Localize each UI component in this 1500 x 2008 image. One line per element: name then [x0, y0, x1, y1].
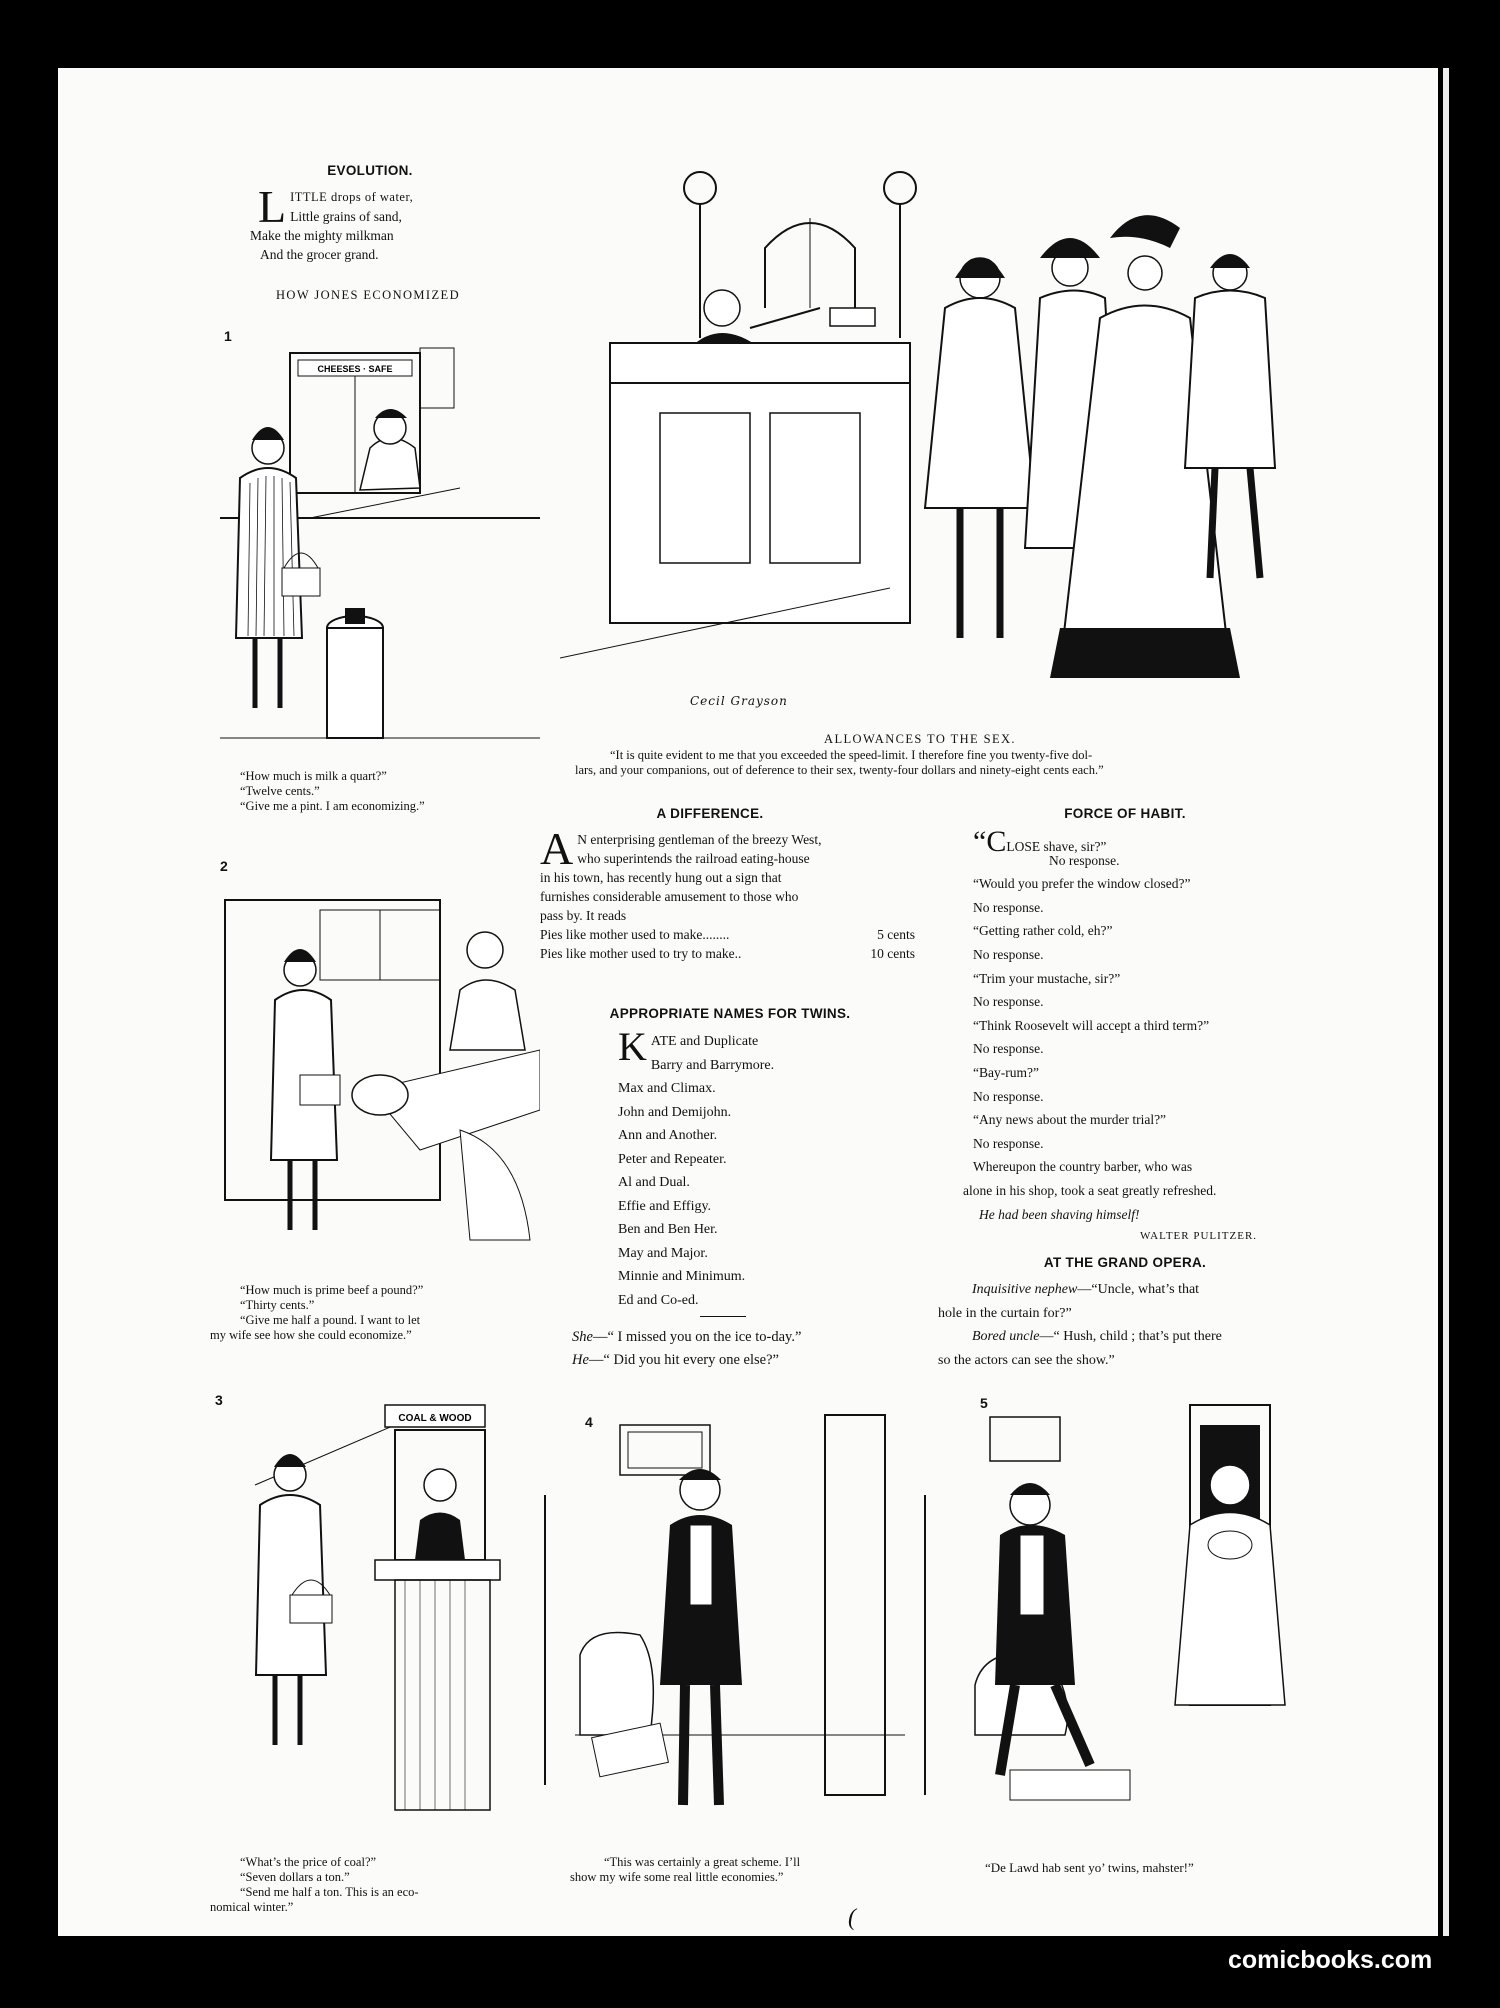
caption-line: “What’s the price of coal?” — [240, 1855, 377, 1869]
speaker-label: He — [572, 1352, 589, 1368]
caption-line: “Thirty cents.” — [240, 1298, 315, 1312]
ice-line — [572, 1326, 912, 1349]
habit-text: LOSE shave, sir?” — [1006, 839, 1107, 854]
panel-divider — [544, 1495, 546, 1785]
courtroom-illustration — [560, 158, 1320, 718]
difference-dropcap: A — [540, 823, 574, 874]
habit-line: No response. — [973, 1135, 1044, 1151]
habit-line: No response. — [973, 1041, 1044, 1057]
panel-2-illustration — [220, 880, 540, 1260]
panel-5-illustration — [960, 1395, 1300, 1840]
habit-line: “Getting rather cold, eh?” — [973, 923, 1113, 939]
body-line: pass by. It reads — [540, 908, 627, 923]
milk-shop-drawing — [220, 318, 540, 758]
caption-line: “How much is prime beef a pound?” — [240, 1283, 424, 1297]
panel-divider — [924, 1495, 926, 1795]
difference-body — [540, 823, 915, 963]
caption-line: “How much is milk a quart?” — [240, 769, 387, 783]
sign-text: Pies like mother used to try to make.. — [540, 946, 742, 961]
habit-line: alone in his shop, took a seat greatly refreshed. — [963, 1182, 1217, 1198]
habit-author: WALTER PULITZER. — [1140, 1230, 1258, 1242]
section-divider — [700, 1316, 746, 1317]
dialogue-text: —“Uncle, what’s that — [1077, 1282, 1200, 1297]
habit-line: No response. — [1049, 852, 1120, 868]
habit-line: No response. — [973, 994, 1044, 1010]
sign-price: 5 cents — [877, 927, 915, 942]
site-watermark: comicbooks.com — [1228, 1946, 1433, 1974]
twin-name: May and Major. — [618, 1245, 708, 1261]
habit-line: “Trim your mustache, sir?” — [973, 970, 1121, 986]
page-spine — [1443, 68, 1449, 1936]
panel-4-illustration — [575, 1405, 905, 1835]
sign-price: 10 cents — [870, 946, 915, 961]
ice-line — [572, 1349, 912, 1372]
caption-line: my wife see how she could economize.” — [210, 1328, 412, 1342]
opera-title: AT THE GRAND OPERA. — [1043, 1255, 1207, 1270]
speaker-label: Inquisitive nephew — [972, 1282, 1078, 1297]
twin-name: Effie and Effigy. — [618, 1198, 712, 1214]
caption-line: “Seven dollars a ton.” — [240, 1870, 350, 1884]
habit-title: FORCE OF HABIT. — [1064, 806, 1186, 821]
caption-line: “Twelve cents.” — [240, 784, 320, 798]
opera-body — [938, 1278, 1318, 1372]
opera-line: hole in the curtain for?” — [938, 1305, 1072, 1321]
evolution-poem — [250, 181, 508, 264]
body-line: in his town, has recently hung out a sign that — [540, 870, 782, 885]
twin-name: Al and Dual. — [618, 1175, 690, 1190]
habit-line: No response. — [973, 946, 1044, 962]
evolution-line: Make the mighty milkman — [250, 228, 394, 243]
habit-dropcap: “C — [973, 825, 1007, 858]
caption-line: show my wife some real little economies.” — [570, 1870, 784, 1884]
caption-line: lars, and your companions, out of deference to their sex, twenty-four dollars and ninety-eight cents each.” — [575, 763, 1104, 777]
speaker-label: Bored uncle — [972, 1329, 1040, 1344]
butcher-shop-drawing — [220, 880, 540, 1260]
twin-name: Barry and Barrymore. — [650, 1057, 775, 1073]
caption-line: “Give me half a pound. I want to let — [240, 1313, 421, 1327]
habit-punchline: He had been shaving himself! — [979, 1206, 1140, 1222]
caption-line: “Give me a pint. I am economizing.” — [240, 799, 425, 813]
speaker-label: She — [572, 1329, 593, 1345]
panel-1-caption — [240, 769, 530, 814]
panel-5-caption: “De Lawd hab sent yo’ twins, mahster!” — [985, 1860, 1194, 1875]
coal-office-drawing — [245, 1395, 525, 1835]
twins-list — [618, 1024, 878, 1312]
evolution-dropcap: L — [258, 181, 287, 232]
dialogue-text: —“ Did you hit every one else?” — [588, 1352, 779, 1368]
sign-line — [540, 944, 915, 963]
twin-name: John and Demijohn. — [618, 1104, 732, 1120]
difference-title: A DIFFERENCE. — [656, 806, 764, 821]
panel-number: 1 — [224, 328, 232, 344]
caption-line: “This was certainly a great scheme. I’ll — [604, 1855, 801, 1869]
body-line: furnishes considerable amusement to those who — [540, 889, 799, 904]
twin-name: Ed and Co-ed. — [618, 1292, 699, 1308]
coal-sign: COAL & WOOD — [398, 1413, 472, 1424]
habit-body — [963, 825, 1313, 1226]
jones-title: HOW JONES ECONOMIZED — [275, 288, 460, 302]
caption-line: “It is quite evident to me that you exceeded the speed-limit. I therefore fine you twenty-five dol- — [610, 748, 1093, 762]
ice-joke — [572, 1326, 912, 1372]
opera-line — [938, 1278, 1318, 1302]
dialogue-text: —“ Hush, child ; that’s put there — [1039, 1329, 1222, 1344]
panel-number: 5 — [980, 1395, 988, 1411]
body-line: N enterprising gentleman of the breezy West, — [577, 832, 822, 847]
opera-line: so the actors can see the show.” — [938, 1352, 1115, 1368]
body-line: who superintends the railroad eating-house — [577, 851, 810, 866]
habit-line: “Bay-rum?” — [973, 1064, 1039, 1080]
panel-3-caption — [210, 1855, 520, 1915]
panel-1-illustration — [220, 318, 540, 758]
twin-name: Ben and Ben Her. — [618, 1222, 718, 1237]
dialogue-text: —“ I missed you on the ice to-day.” — [592, 1329, 802, 1345]
habit-line: No response. — [973, 1088, 1044, 1104]
twin-name: Ann and Another. — [618, 1128, 718, 1143]
evolution-line: And the grocer grand. — [260, 247, 379, 262]
twins-dropcap: K — [618, 1024, 647, 1069]
cheese-sign: CHEESES · SAFE — [317, 364, 393, 374]
twin-name: Peter and Repeater. — [618, 1151, 727, 1167]
page-mark: ( — [848, 1905, 856, 1931]
twin-name: ATE and Duplicate — [650, 1034, 759, 1049]
panel-number: 4 — [585, 1414, 593, 1430]
habit-line: No response. — [973, 899, 1044, 915]
sign-text: Pies like mother used to make........ — [540, 927, 730, 942]
panel-3-illustration — [245, 1395, 525, 1835]
panel-number: 3 — [215, 1392, 223, 1408]
caption-line: “Send me half a ton. This is an eco- — [240, 1885, 419, 1899]
habit-line: Whereupon the country barber, who was — [973, 1159, 1193, 1175]
artist-signature: Cecil Grayson — [690, 694, 788, 708]
allowances-caption — [575, 748, 1315, 778]
evolution-title: EVOLUTION. — [327, 163, 413, 178]
allowances-title: ALLOWANCES TO THE SEX. — [824, 732, 1016, 746]
sign-line — [540, 925, 915, 944]
home-drawing — [575, 1405, 905, 1835]
twins-announcement-drawing — [960, 1395, 1300, 1840]
habit-line: “Would you prefer the window closed?” — [973, 876, 1191, 892]
opera-line — [938, 1325, 1318, 1349]
courtroom-drawing — [560, 158, 1320, 718]
panel-2-caption — [210, 1283, 540, 1343]
habit-line: “Think Roosevelt will accept a third term?” — [973, 1017, 1210, 1033]
evolution-line: ITTLE drops of water, — [290, 190, 414, 204]
evolution-line: Little grains of sand, — [290, 209, 402, 224]
panel-4-caption — [570, 1855, 910, 1885]
caption-line: nomical winter.” — [210, 1900, 294, 1914]
twins-title: APPROPRIATE NAMES FOR TWINS. — [609, 1006, 851, 1021]
twin-name: Minnie and Minimum. — [618, 1269, 746, 1284]
twin-name: Max and Climax. — [618, 1081, 716, 1096]
habit-line: “Any news about the murder trial?” — [973, 1112, 1167, 1128]
panel-number: 2 — [220, 858, 228, 874]
